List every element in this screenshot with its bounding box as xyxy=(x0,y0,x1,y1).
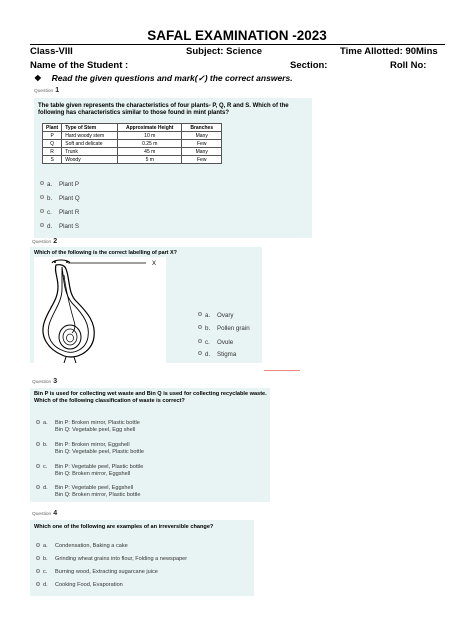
radio-icon[interactable] xyxy=(40,223,44,227)
q4-option-d[interactable]: d. Cooking Food, Evaporation xyxy=(36,582,123,590)
radio-icon[interactable] xyxy=(198,351,202,355)
cell: P xyxy=(43,132,62,140)
question-2-text: Which of the following is the correct labelling of part X? xyxy=(34,250,177,256)
q4-option-b[interactable]: b. Grinding wheat grains into flour, Folding a newspaper xyxy=(36,556,187,564)
q2-option-c[interactable]: c. Ovule xyxy=(198,339,233,347)
question-3-box xyxy=(30,388,270,502)
title-rule xyxy=(30,44,445,45)
radio-icon[interactable] xyxy=(36,556,40,560)
q4-option-c[interactable]: c. Burning wood, Extracting sugarcane juice xyxy=(36,569,158,577)
roll-label: Roll No: xyxy=(390,60,427,71)
radio-icon[interactable] xyxy=(40,195,44,199)
plants-table xyxy=(42,123,222,164)
flower-pistil-diagram xyxy=(34,257,166,363)
question-3-label: Question 3 xyxy=(32,378,58,385)
radio-icon[interactable] xyxy=(36,569,40,573)
q3-option-c[interactable]: c. Bin P: Vegetable peel, Plastic bottle Bin Q: Broken mirror, Eggshell xyxy=(36,464,143,478)
question-2-box xyxy=(30,247,262,363)
cell: 10 m xyxy=(118,132,182,140)
table-row xyxy=(43,140,222,148)
radio-icon[interactable] xyxy=(40,209,44,213)
cell: 5 m xyxy=(118,156,182,164)
q1-option-b[interactable]: b. Plant Q xyxy=(40,195,80,203)
cell: Few xyxy=(182,156,222,164)
q1-option-a[interactable]: a. Plant P xyxy=(40,181,79,189)
instruction xyxy=(34,73,293,84)
radio-icon[interactable] xyxy=(40,181,44,185)
divider-line xyxy=(264,370,300,371)
question-4-label: Question 4 xyxy=(32,510,58,517)
cell: Trunk xyxy=(62,148,118,156)
time-label: Time Allotted: 90Mins xyxy=(340,46,438,57)
col-plant: Plant xyxy=(43,124,62,132)
table-row xyxy=(43,156,222,164)
plants-table-header xyxy=(43,124,222,132)
q2-option-d[interactable]: d. Stigma xyxy=(198,351,236,359)
radio-icon[interactable] xyxy=(36,582,40,586)
question-3-text: Bin P is used for collecting wet waste and Bin Q is used for collecting recyclable waste. Which of the following classification of waste is correct? xyxy=(34,391,267,404)
question-4-text: Which one of the following are examples of an irreversible change? xyxy=(34,524,214,530)
col-stem: Type of Stem xyxy=(62,124,118,132)
cell: Soft and delicate xyxy=(62,140,118,148)
q2-option-b[interactable]: b. Pollen grain xyxy=(198,325,250,333)
q3-option-d[interactable]: d. Bin P: Vegetable peel, Eggshell Bin Q: Broken mirror, Plastic bottle xyxy=(36,485,141,499)
section-label: Section: xyxy=(290,60,328,71)
cell: Q xyxy=(43,140,62,148)
cell: Many xyxy=(182,148,222,156)
diamond-bullet-icon: ❖ xyxy=(34,73,42,83)
diagram-label-x: X xyxy=(152,261,157,267)
table-row xyxy=(43,148,222,156)
col-height: Approximate Height xyxy=(118,124,182,132)
cell: 0.25 m xyxy=(118,140,182,148)
subject-label: Subject: Science xyxy=(186,46,263,57)
page-title: SAFAL EXAMINATION -2023 xyxy=(147,28,327,43)
instruction-text: Read the given questions and mark(✓) the correct answers. xyxy=(51,73,293,83)
q3-option-a[interactable]: a. Bin P: Broken mirror, Plastic bottle Bin Q: Vegetable peel, Egg shell xyxy=(36,420,140,434)
radio-icon[interactable] xyxy=(36,543,40,547)
question-1-label: Question 1 xyxy=(34,87,60,94)
radio-icon[interactable] xyxy=(36,464,40,468)
radio-icon[interactable] xyxy=(198,339,202,343)
cell: Hard woody stem xyxy=(62,132,118,140)
class-label: Class-VIII xyxy=(30,46,73,57)
question-1-text: The table given represents the characteristics of four plants- P, Q, R and S. Which of the following has characteristics similar to those found in mint plants? xyxy=(38,103,289,117)
radio-icon[interactable] xyxy=(36,442,40,446)
col-branches: Branches xyxy=(182,124,222,132)
q1-option-c[interactable]: c. Plant R xyxy=(40,209,79,217)
cell: R xyxy=(43,148,62,156)
cell: S xyxy=(43,156,62,164)
student-label: Name of the Student : xyxy=(30,60,129,71)
cell: Many xyxy=(182,132,222,140)
cell: Few xyxy=(182,140,222,148)
radio-icon[interactable] xyxy=(36,420,40,424)
q2-option-a[interactable]: a. Ovary xyxy=(198,312,234,320)
radio-icon[interactable] xyxy=(198,325,202,329)
cell: 45 m xyxy=(118,148,182,156)
radio-icon[interactable] xyxy=(36,485,40,489)
q4-option-a[interactable]: a. Condensation, Baking a cake xyxy=(36,543,128,551)
cell: Woody xyxy=(62,156,118,164)
question-4-box xyxy=(30,520,254,596)
q1-option-d[interactable]: d. Plant S xyxy=(40,223,79,231)
q3-option-b[interactable]: b. Bin P: Broken mirror, Eggshell Bin Q: Vegetable peel, Plastic bottle xyxy=(36,442,144,456)
question-1-box xyxy=(34,98,312,238)
table-row xyxy=(43,132,222,140)
radio-icon[interactable] xyxy=(198,312,202,316)
question-2-label: Question 2 xyxy=(32,238,58,245)
